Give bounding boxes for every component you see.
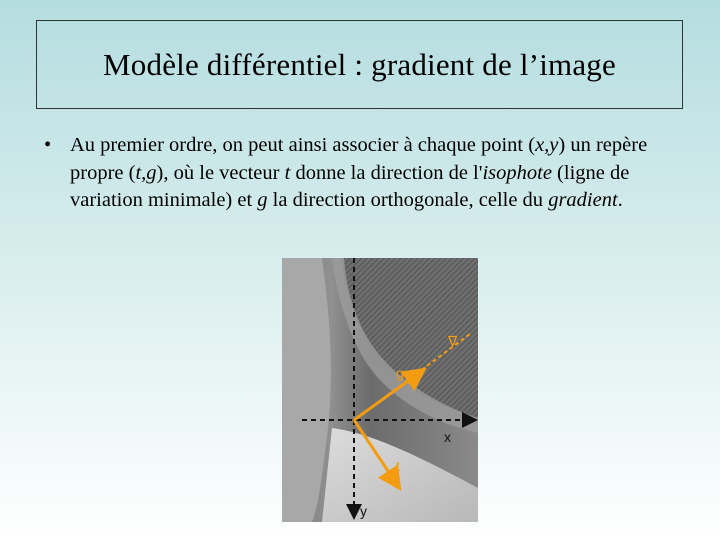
bullet-segment: ), où le vecteur [156,161,285,184]
bullet-italic-segment: gradient [548,189,618,211]
bullet-segment: Au premier ordre, on peut ainsi associer à chaque point ( [70,134,536,156]
bullet-segment: (ligne de variation minimale) et [70,161,630,211]
bullet-segment: . [617,189,623,211]
slide-title: Modèle différentiel : gradient de l’image [36,20,683,109]
bullet-italic-segment: isophote [482,161,552,184]
figure-svg [282,258,478,522]
bullet-segment: ) un repère propre ( [70,134,648,184]
x-label: x [444,429,451,445]
bullet-italic-segment: t,g [135,161,157,184]
nabla-icon: ∇ [448,333,458,349]
bullet-segment: la direction orthogonale, celle du [267,189,549,211]
bullet-text [70,132,680,215]
y-label: y [360,503,367,519]
bullet-italic-segment: g [257,189,268,211]
gradient-figure [282,258,478,522]
bullet-marker: • [44,134,52,156]
bullet-italic-segment: x,y [535,134,559,156]
t-label: t [396,458,400,474]
bullet-italic-segment: t [284,161,291,184]
g-label: g [396,365,404,381]
bullet-segment: donne la direction de l' [290,161,483,184]
